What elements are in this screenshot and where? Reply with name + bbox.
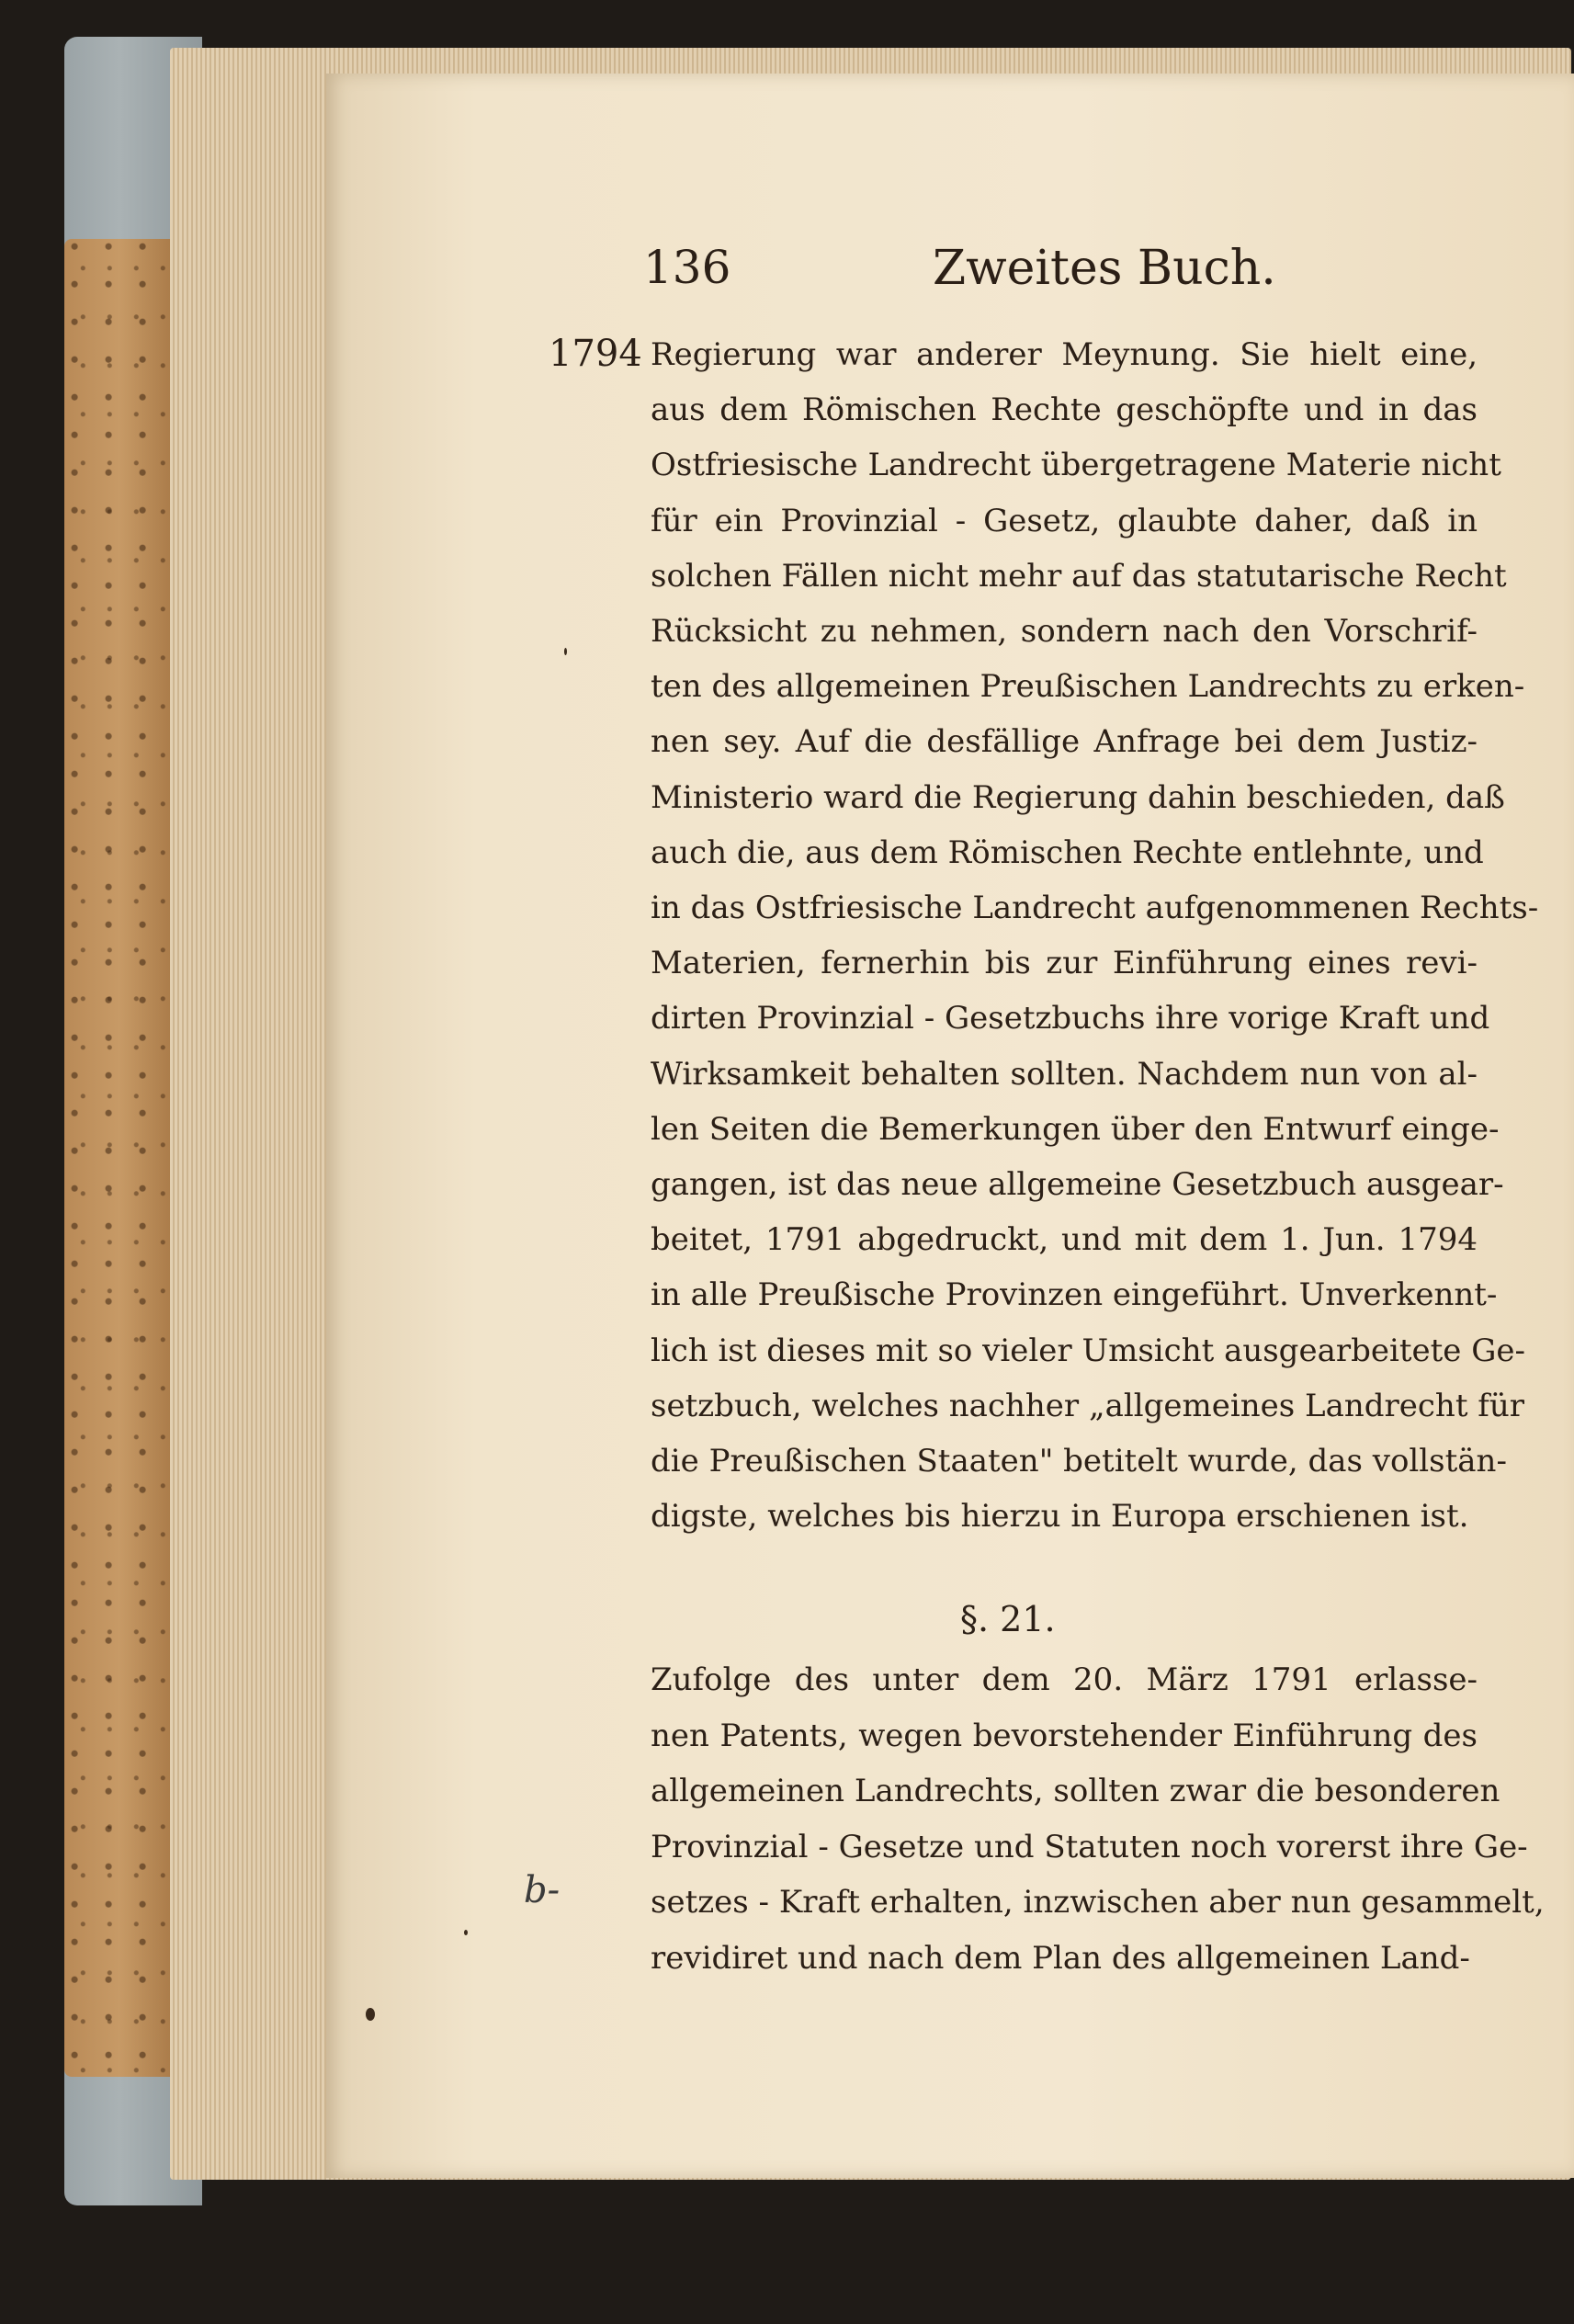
text-line: lich ist dieses mit so vieler Umsicht ausgearbeitete Ge- xyxy=(651,1332,1525,1369)
handwritten-margin-note: b- xyxy=(524,1869,561,1911)
text-line: Regierung war anderer Meynung. Sie hielt eine, xyxy=(651,336,1478,373)
text-line: für ein Provinzial - Gesetz, glaubte daher, daß in xyxy=(651,502,1478,539)
text-line: auch die, aus dem Römischen Rechte entlehnte, und xyxy=(651,833,1484,871)
text-line: in das Ostfriesische Landrecht aufgenommenen Rechts- xyxy=(651,890,1539,926)
running-head: Zweites Buch. xyxy=(933,241,1276,296)
text-line: revidiret und nach dem Plan des allgemeinen Land- xyxy=(651,1939,1470,1977)
text-line: nen Patents, wegen bevorstehender Einführung des xyxy=(651,1717,1478,1754)
text-line: Provinzial - Gesetze und Statuten noch vorerst ihre Ge- xyxy=(651,1828,1528,1865)
text-line: in alle Preußische Provinzen eingeführt. Unverkennt- xyxy=(651,1276,1498,1314)
page-number: 136 xyxy=(643,241,731,294)
text-line: solchen Fällen nicht mehr auf das statutarische Recht xyxy=(651,557,1507,595)
text-line: nen sey. Auf die desfällige Anfrage bei dem Justiz- xyxy=(651,723,1478,761)
margin-year: 1794 xyxy=(549,333,642,375)
section-heading: §. 21. xyxy=(960,1599,1056,1639)
text-line: setzbuch, welches nachher „allgemeines Landrecht für xyxy=(651,1387,1525,1424)
text-line: Materien, fernerhin bis zur Einführung eines revi- xyxy=(651,945,1478,982)
text-line: allgemeinen Landrechts, sollten zwar die besonderen xyxy=(651,1773,1500,1809)
text-line: setzes - Kraft erhalten, inzwischen aber nun gesammelt, xyxy=(651,1884,1545,1921)
text-line: Rücksicht zu nehmen, sondern nach den Vorschrif- xyxy=(651,613,1478,650)
text-line: ten des allgemeinen Preußischen Landrechts zu erken- xyxy=(651,668,1525,706)
text-line: gangen, ist das neue allgemeine Gesetzbuch ausgear- xyxy=(651,1166,1504,1203)
text-line: Zufolge des unter dem 20. März 1791 erlasse- xyxy=(651,1661,1478,1698)
text-line: dirten Provinzial - Gesetzbuchs ihre vorige Kraft und xyxy=(651,1000,1490,1037)
ink-speck xyxy=(564,648,567,655)
text-line: beitet, 1791 abgedruckt, und mit dem 1. Jun. 1794 xyxy=(651,1221,1478,1259)
text-line: aus dem Römischen Rechte geschöpfte und in das xyxy=(651,391,1478,429)
ink-speck xyxy=(464,1930,468,1935)
text-line: Wirksamkeit behalten sollten. Nachdem nun von al- xyxy=(651,1055,1478,1093)
ink-speck xyxy=(366,2008,375,2021)
text-line: Ostfriesische Landrecht übergetragene Materie nicht xyxy=(651,447,1501,484)
book-cover-leather xyxy=(64,239,175,2077)
text-line: Ministerio ward die Regierung dahin beschieden, daß xyxy=(651,778,1505,816)
text-line: len Seiten die Bemerkungen über den Entwurf einge- xyxy=(651,1110,1500,1148)
text-line: digste, welches bis hierzu in Europa erschienen ist. xyxy=(651,1498,1469,1536)
text-line: die Preußischen Staaten" betitelt wurde, das vollstän- xyxy=(651,1443,1507,1479)
